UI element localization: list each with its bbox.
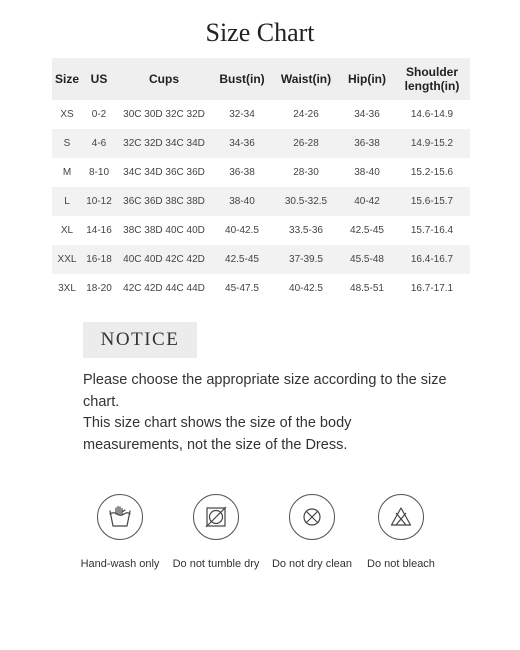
column-header: Waist(in) [272, 58, 340, 100]
table-cell: 16.7-17.1 [394, 274, 470, 303]
no-bleach-icon [378, 494, 424, 540]
size-table [52, 58, 470, 303]
table-cell: 33.5-36 [272, 216, 340, 245]
table-cell: 30.5-32.5 [272, 187, 340, 216]
table-row [52, 158, 470, 187]
table-row [52, 187, 470, 216]
table-cell: 38-40 [212, 187, 272, 216]
table-cell: 45-47.5 [212, 274, 272, 303]
table-cell: 34-36 [212, 129, 272, 158]
table-cell: 42.5-45 [212, 245, 272, 274]
table-cell: 36C 36D 38C 38D [116, 187, 212, 216]
column-header: Shoulder length(in) [394, 58, 470, 100]
table-cell: 15.2-15.6 [394, 158, 470, 187]
table-cell: 16.4-16.7 [394, 245, 470, 274]
notice-text [83, 370, 453, 456]
table-cell: 45.5-48 [340, 245, 394, 274]
notice-line-size-advice: Please choose the appropriate size according to the size chart. [83, 372, 447, 410]
table-cell: XL [52, 216, 82, 245]
table-cell: 16-18 [82, 245, 116, 274]
table-row [52, 245, 470, 274]
table-cell: 15.6-15.7 [394, 187, 470, 216]
column-header: Size [52, 58, 82, 100]
table-row [52, 129, 470, 158]
table-cell: 34-36 [340, 100, 394, 129]
table-cell: 37-39.5 [272, 245, 340, 274]
table-cell: 28-30 [272, 158, 340, 187]
table-cell: XXL [52, 245, 82, 274]
table-body [52, 100, 470, 303]
table-cell: 40C 40D 42C 42D [116, 245, 212, 274]
care-no-dry-clean [262, 494, 362, 570]
table-cell: 38-40 [340, 158, 394, 187]
table-cell: L [52, 187, 82, 216]
care-label-hand-wash: Hand-wash only [80, 558, 160, 570]
column-header: Cups [116, 58, 212, 100]
no-dry-clean-icon [289, 494, 335, 540]
table-cell: M [52, 158, 82, 187]
table-row [52, 100, 470, 129]
column-header: US [82, 58, 116, 100]
table-cell: 4-6 [82, 129, 116, 158]
table-cell: 26-28 [272, 129, 340, 158]
table-cell: 42C 42D 44C 44D [116, 274, 212, 303]
no-tumble-dry-icon [193, 494, 239, 540]
table-cell: 32-34 [212, 100, 272, 129]
table-row [52, 274, 470, 303]
table-cell: 40-42 [340, 187, 394, 216]
table-cell: 40-42.5 [212, 216, 272, 245]
table-row [52, 216, 470, 245]
table-cell: 36-38 [212, 158, 272, 187]
care-no-bleach [351, 494, 451, 570]
table-cell: 14.6-14.9 [394, 100, 470, 129]
table-cell: 42.5-45 [340, 216, 394, 245]
care-label-no-dry-clean: Do not dry clean [271, 558, 353, 570]
notice-heading: NOTICE [83, 322, 197, 358]
notice-line-measurement-note: This size chart shows the size of the body measurements, not the size of the Dress. [83, 415, 352, 453]
care-no-tumble-dry [166, 494, 266, 570]
table-cell: 30C 30D 32C 32D [116, 100, 212, 129]
care-hand-wash [70, 494, 170, 570]
table-cell: XS [52, 100, 82, 129]
table-cell: 40-42.5 [272, 274, 340, 303]
table-cell: S [52, 129, 82, 158]
hand-wash-icon [97, 494, 143, 540]
table-cell: 8-10 [82, 158, 116, 187]
table-cell: 3XL [52, 274, 82, 303]
table-header-row [52, 58, 470, 100]
table-cell: 34C 34D 36C 36D [116, 158, 212, 187]
table-cell: 15.7-16.4 [394, 216, 470, 245]
table-cell: 10-12 [82, 187, 116, 216]
page-title: Size Chart [205, 18, 315, 47]
table-cell: 36-38 [340, 129, 394, 158]
table-cell: 14.9-15.2 [394, 129, 470, 158]
table-cell: 32C 32D 34C 34D [116, 129, 212, 158]
care-label-no-tumble-dry: Do not tumble dry [172, 558, 260, 570]
table-cell: 0-2 [82, 100, 116, 129]
column-header: Hip(in) [340, 58, 394, 100]
table-cell: 18-20 [82, 274, 116, 303]
table-cell: 24-26 [272, 100, 340, 129]
column-header: Bust(in) [212, 58, 272, 100]
table-cell: 38C 38D 40C 40D [116, 216, 212, 245]
table-cell: 48.5-51 [340, 274, 394, 303]
care-label-no-bleach: Do not bleach [367, 558, 435, 570]
table-cell: 14-16 [82, 216, 116, 245]
